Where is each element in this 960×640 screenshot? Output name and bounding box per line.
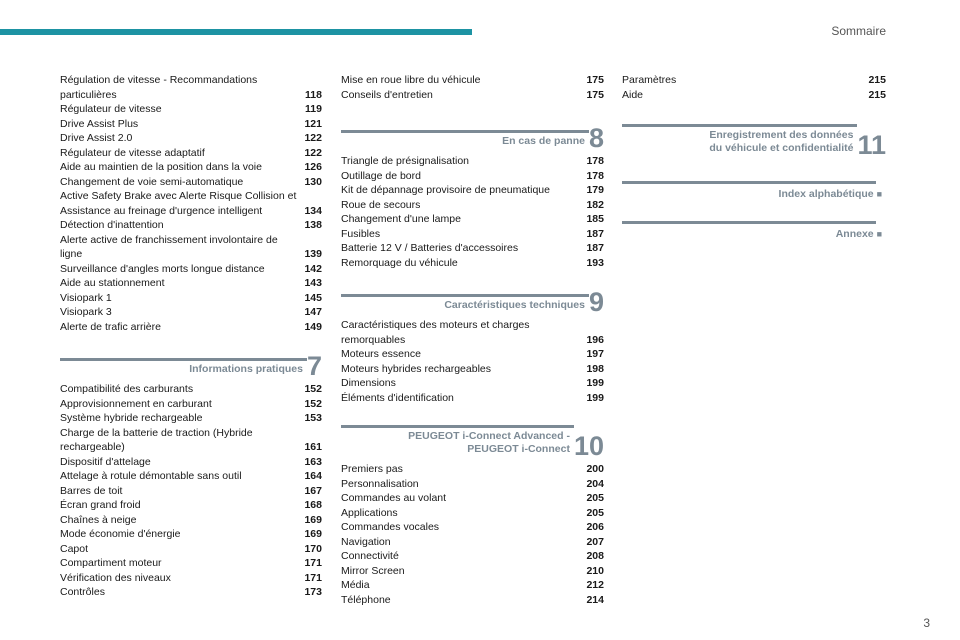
toc-entry[interactable] (60, 146, 322, 161)
toc-entry-title: Commandes vocales (341, 521, 440, 533)
toc-entry-page: 147 (304, 306, 322, 318)
toc-entry-title: Roue de secours (341, 198, 421, 211)
toc-entry[interactable] (60, 218, 322, 233)
toc-entry-page: 169 (304, 513, 322, 526)
toc-entry-title: Drive Assist Plus (60, 117, 139, 130)
toc-column-3 (622, 73, 886, 247)
toc-entry-page: 187 (586, 227, 604, 240)
toc-entry-page: 119 (305, 103, 322, 115)
toc-entry-page: 170 (304, 542, 322, 555)
toc-entry[interactable] (60, 102, 322, 117)
toc-entry-title: Connectivité (341, 550, 399, 562)
toc-entry-page: 169 (304, 528, 322, 540)
toc-entry-title: Triangle de présignalisation (341, 155, 470, 167)
toc-entry-title: Approvisionnement en carburant (60, 397, 212, 410)
toc-entry-title: Personnalisation (341, 477, 419, 490)
section-title: En cas de panne (502, 135, 585, 147)
toc-entry-title: Visiopark 1 (60, 291, 112, 304)
section-title: Informations pratiques (189, 363, 303, 375)
toc-entry-page: 152 (304, 383, 322, 395)
toc-entry-title: Mode économie d'énergie (60, 528, 181, 540)
toc-entry-title: Détection d'inattention (60, 219, 164, 231)
toc-entry-page: 164 (304, 470, 322, 482)
toc-entry-title: Active Safety Brake avec Alerte Risque Collision et Assistance au freinage d'urgence intelligent (60, 190, 297, 217)
toc-list (622, 73, 886, 102)
toc-entry-title: Mise en roue libre du véhicule (341, 74, 481, 86)
section-divider (341, 294, 589, 297)
annexe-header[interactable] (622, 221, 886, 243)
toc-entry[interactable] (60, 382, 322, 397)
toc-entry[interactable] (341, 154, 604, 169)
toc-entry-page: 163 (304, 455, 322, 468)
toc-entry[interactable] (341, 578, 604, 593)
toc-entry[interactable] (341, 169, 604, 184)
toc-entry-title: Système hybride rechargeable (60, 412, 203, 424)
index-title: Index alphabétique (778, 188, 874, 200)
toc-entry[interactable] (60, 455, 322, 470)
toc-entry-page: 145 (304, 291, 322, 304)
toc-entry-title: Outillage de bord (341, 169, 421, 182)
toc-entry[interactable] (60, 189, 322, 218)
toc-entry-title: Compatibilité des carburants (60, 383, 194, 395)
toc-entry-page: 178 (586, 169, 604, 182)
toc-entry[interactable] (60, 262, 322, 277)
toc-entry-title: Régulation de vitesse - Recommandations particulières (60, 74, 258, 101)
toc-entry-page: 161 (304, 441, 322, 453)
toc-entry[interactable] (60, 498, 322, 513)
toc-entry[interactable] (341, 376, 604, 391)
toc-entry-page: 200 (586, 463, 604, 475)
toc-entry-page: 185 (586, 213, 604, 225)
toc-entry-page: 175 (586, 74, 604, 86)
toc-entry-page: 122 (304, 132, 322, 144)
toc-entry-title: Batterie 12 V / Batteries d'accessoires (341, 242, 519, 254)
toc-entry[interactable] (341, 212, 604, 227)
section-divider (341, 425, 574, 428)
toc-entry[interactable] (341, 564, 604, 579)
toc-entry-title: Caractéristiques des moteurs et charges remorquables (341, 319, 530, 346)
toc-entry[interactable] (341, 535, 604, 550)
section-number: 9 (588, 287, 604, 317)
toc-entry[interactable] (60, 426, 322, 455)
toc-entry-title: Dispositif d'attelage (60, 455, 151, 468)
toc-entry-title: Changement de voie semi-automatique (60, 175, 244, 188)
toc-entry[interactable] (341, 491, 604, 506)
toc-entry-page: 143 (304, 277, 322, 289)
toc-entry-page: 187 (586, 242, 604, 254)
toc-entry-page: 199 (586, 391, 604, 404)
toc-entry-title: Applications (341, 506, 398, 519)
toc-entry-page: 175 (586, 88, 604, 101)
toc-entry[interactable] (60, 542, 322, 557)
toc-entry-title: Fusibles (341, 227, 381, 240)
toc-list (60, 382, 322, 600)
toc-entry[interactable] (341, 227, 604, 242)
toc-entry[interactable] (60, 276, 322, 291)
toc-entry[interactable] (341, 318, 604, 347)
toc-entry-page: 130 (304, 175, 322, 188)
section-number: 10 (573, 431, 604, 461)
toc-entry-title: Moteurs hybrides rechargeables (341, 362, 491, 375)
toc-entry-title: Alerte active de franchissement involontaire de ligne (60, 233, 278, 260)
toc-entry-title: Téléphone (341, 593, 391, 606)
toc-entry-page: 208 (586, 550, 604, 562)
toc-entry-page: 138 (304, 219, 322, 231)
toc-entry-title: Capot (60, 542, 89, 555)
toc-entry-page: 142 (304, 262, 322, 275)
toc-entry-page: 212 (586, 579, 604, 591)
toc-column-1 (60, 73, 322, 600)
toc-entry-page: 171 (304, 571, 322, 584)
toc-entry[interactable] (341, 520, 604, 535)
toc-entry-title: Contrôles (60, 586, 105, 598)
page-number: 3 (923, 616, 930, 630)
toc-entry-title: Régulateur de vitesse adaptatif (60, 146, 205, 159)
toc-entry[interactable] (60, 233, 322, 262)
toc-entry-page: 152 (304, 397, 322, 410)
toc-entry-page: 210 (586, 564, 604, 577)
toc-entry-title: Régulateur de vitesse (60, 103, 162, 115)
toc-entry-page: 167 (304, 484, 322, 497)
toc-entry-title: Écran grand froid (60, 499, 141, 511)
section-divider (341, 130, 589, 133)
toc-entry-page: 197 (586, 348, 604, 360)
toc-entry-title: Charge de la batterie de traction (Hybride rechargeable) (60, 426, 253, 453)
toc-entry-page: 198 (586, 362, 604, 375)
toc-entry-title: Commandes au volant (341, 492, 447, 504)
toc-entry[interactable] (60, 513, 322, 528)
toc-entry-page: 207 (586, 535, 604, 548)
section-7-header[interactable] (60, 351, 322, 381)
toc-entry-title: Aide au maintien de la position dans la voie (60, 161, 262, 173)
toc-entry-page: 153 (304, 412, 322, 424)
toc-entry-title: Alerte de trafic arrière (60, 320, 161, 333)
toc-entry-title: Attelage à rotule démontable sans outil (60, 470, 242, 482)
toc-entry[interactable] (622, 88, 886, 103)
toc-entry-page: 215 (868, 88, 886, 101)
toc-column-2 (341, 73, 604, 607)
toc-entry-title: Aide au stationnement (60, 277, 165, 289)
toc-entry-page: 171 (304, 557, 322, 569)
toc-list (341, 73, 604, 102)
toc-entry-title: Changement d'une lampe (341, 213, 461, 225)
toc-entry-page: 196 (586, 333, 604, 346)
toc-entry[interactable] (60, 160, 322, 175)
toc-entry-page: 199 (586, 377, 604, 389)
toc-entry-title: Compartiment moteur (60, 557, 162, 569)
toc-entry[interactable] (341, 198, 604, 213)
toc-entry[interactable] (341, 549, 604, 564)
toc-entry-page: 204 (586, 477, 604, 490)
toc-entry-title: Dimensions (341, 377, 396, 389)
toc-entry-title: Navigation (341, 535, 391, 548)
section-title-line-2: du véhicule et confidentialité (709, 142, 854, 154)
section-divider (622, 124, 857, 127)
section-title: Caractéristiques techniques (444, 299, 585, 311)
toc-entry[interactable] (341, 462, 604, 477)
toc-entry[interactable] (341, 241, 604, 256)
toc-entry[interactable] (60, 175, 322, 190)
toc-entry-title: Vérification des niveaux (60, 571, 171, 584)
toc-entry-page: 182 (586, 198, 604, 211)
toc-entry[interactable] (60, 73, 322, 102)
toc-entry[interactable] (622, 73, 886, 88)
section-10-header[interactable] (341, 425, 604, 461)
toc-entry[interactable] (341, 347, 604, 362)
toc-entry-title: Remorquage du véhicule (341, 256, 458, 269)
section-8-header[interactable] (341, 123, 604, 153)
toc-entry[interactable] (60, 117, 322, 132)
toc-entry-page: 214 (586, 593, 604, 606)
toc-entry[interactable] (60, 484, 322, 499)
toc-entry-title: Drive Assist 2.0 (60, 132, 133, 144)
toc-entry-title: Kit de dépannage provisoire de pneumatique (341, 184, 550, 196)
toc-entry[interactable] (60, 305, 322, 320)
toc-entry-title: Paramètres (622, 74, 677, 86)
toc-entry-page: 139 (304, 248, 322, 260)
index-header[interactable] (622, 181, 886, 203)
square-marker-icon: ■ (876, 229, 882, 239)
toc-entry[interactable] (60, 320, 322, 335)
toc-list (60, 73, 322, 334)
toc-entry[interactable] (60, 291, 322, 306)
toc-entry-page: 193 (586, 256, 604, 269)
section-number: 8 (588, 123, 604, 153)
toc-entry-title: Éléments d'identification (341, 391, 454, 404)
toc-entry-title: Média (341, 579, 370, 591)
toc-entry-page: 168 (304, 499, 322, 511)
toc-entry[interactable] (60, 469, 322, 484)
toc-entry-title: Aide (622, 88, 644, 101)
toc-entry[interactable] (60, 397, 322, 412)
toc-entry-page: 205 (586, 492, 604, 504)
section-title-line-1: PEUGEOT i-Connect Advanced - (408, 430, 570, 442)
toc-entry[interactable] (60, 527, 322, 542)
toc-entry[interactable] (341, 506, 604, 521)
toc-entry[interactable] (60, 411, 322, 426)
section-number: 7 (306, 351, 322, 381)
toc-entry-title: Chaînes à neige (60, 513, 137, 526)
toc-entry[interactable] (341, 256, 604, 271)
toc-entry[interactable] (341, 73, 604, 88)
toc-entry[interactable] (60, 585, 322, 600)
toc-entry-title: Moteurs essence (341, 348, 421, 360)
section-9-header[interactable] (341, 287, 604, 317)
toc-entry[interactable] (60, 556, 322, 571)
toc-entry[interactable] (60, 571, 322, 586)
toc-entry-title: Mirror Screen (341, 564, 405, 577)
toc-entry-page: 121 (304, 117, 322, 130)
square-marker-icon: ■ (876, 189, 882, 199)
annexe-title: Annexe (835, 228, 874, 240)
header-accent-bar (0, 29, 472, 35)
toc-list (341, 154, 604, 270)
section-number: 11 (857, 130, 886, 160)
toc-entry-page: 126 (304, 161, 322, 173)
toc-entry[interactable] (341, 362, 604, 377)
toc-entry-page: 149 (304, 320, 322, 333)
toc-entry[interactable] (60, 131, 322, 146)
toc-list (341, 318, 604, 405)
toc-entry[interactable] (341, 183, 604, 198)
toc-entry-page: 206 (586, 521, 604, 533)
toc-entry-title: Conseils d'entretien (341, 88, 433, 101)
page-header-title: Sommaire (831, 24, 886, 38)
toc-entry[interactable] (341, 593, 604, 608)
toc-entry-title: Surveillance d'angles morts longue distance (60, 262, 265, 275)
toc-entry[interactable] (341, 88, 604, 103)
toc-entry-title: Premiers pas (341, 463, 403, 475)
toc-entry[interactable] (341, 391, 604, 406)
toc-entry-page: 215 (868, 74, 886, 86)
toc-entry-page: 173 (304, 586, 322, 598)
section-divider (60, 358, 307, 361)
section-title-line-1: Enregistrement des données (709, 129, 854, 141)
toc-entry-page: 178 (586, 155, 604, 167)
toc-entry-page: 122 (304, 146, 322, 159)
toc-entry[interactable] (341, 477, 604, 492)
toc-list (341, 462, 604, 607)
toc-entry-page: 118 (305, 88, 322, 101)
toc-entry-title: Barres de toit (60, 484, 123, 497)
section-11-header[interactable] (622, 124, 886, 160)
toc-entry-page: 179 (586, 184, 604, 196)
toc-entry-page: 134 (304, 204, 322, 217)
toc-entry-title: Visiopark 3 (60, 306, 112, 318)
section-title-line-2: PEUGEOT i-Connect (467, 443, 570, 455)
toc-entry-page: 205 (586, 506, 604, 519)
